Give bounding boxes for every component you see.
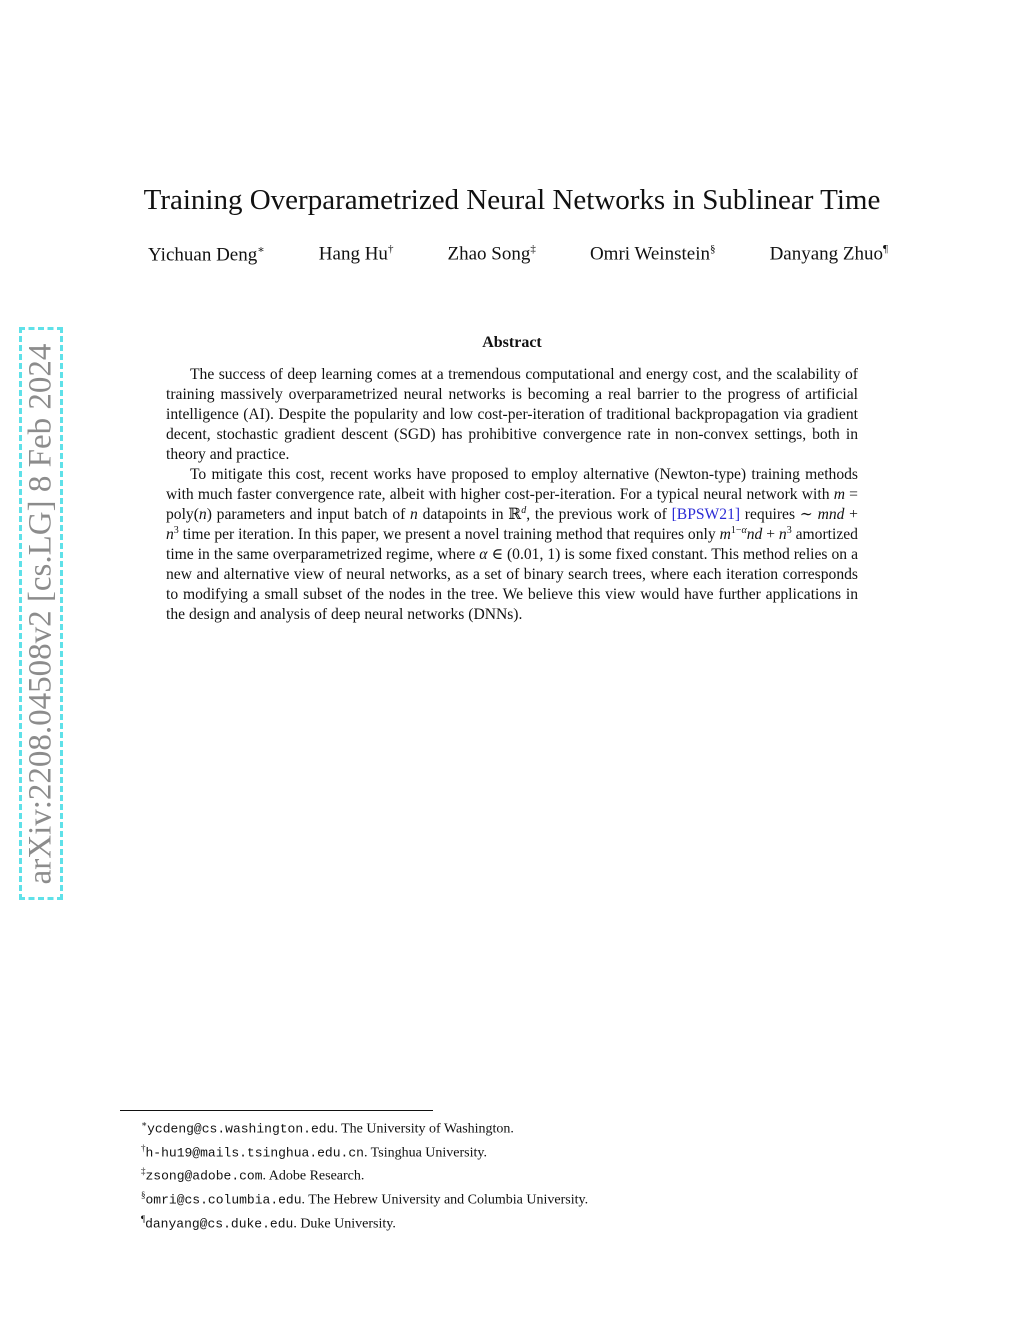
math-expression: α ∈ (0.01, 1): [479, 546, 561, 563]
arxiv-identifier-stamp: [19, 327, 63, 900]
author: Zhao Song‡: [447, 243, 536, 265]
author: Danyang Zhuo¶: [769, 243, 888, 265]
footnote: §omri@cs.columbia.edu. The Hebrew University and Columbia University.: [141, 1189, 589, 1208]
footnotes: [141, 1115, 588, 1233]
author-email[interactable]: omri@cs.columbia.edu: [145, 1192, 302, 1208]
paper-title: Training Overparametrized Neural Networks in Sublinear Time: [143, 184, 881, 216]
author-list: [148, 243, 888, 266]
author-email[interactable]: ycdeng@cs.washington.edu: [147, 1121, 335, 1137]
math-expression: ℝ$^d$: [508, 504, 527, 523]
footnote: ¶danyang@cs.duke.edu. Duke University.: [141, 1213, 396, 1232]
math-expression: ∼ mnd + $n^3$: [166, 506, 858, 543]
arxiv-stamp-text: arXiv:2208.04508v2 [cs.LG] 8 Feb 2024: [22, 343, 59, 884]
author-email[interactable]: zsong@adobe.com: [145, 1168, 263, 1184]
math-expression: m = poly(n): [166, 486, 858, 523]
footnote: ∗ycdeng@cs.washington.edu. The University of Washington.: [141, 1119, 514, 1137]
footnote: †h-hu19@mails.tsinghua.edu.cn. Tsinghua University.: [141, 1142, 488, 1161]
author: Yichuan Deng∗: [148, 244, 265, 266]
abstract-paragraph-1: The success of deep learning comes at a tremendous computational and energy cost, and the scalability of training massively overparametrized neural networks is becoming a real barrier to the progress of artificial intelligence (AI). Despite the popularity and low cost-per-iteration of traditional backpropagation via gradient decent, stochastic gradient descent (SGD) has prohibitive convergence rate in non-convex settings, both in theory and practice.: [166, 366, 858, 463]
footnote: ‡zsong@adobe.com. Adobe Research.: [141, 1166, 365, 1184]
footnote-rule: [120, 1110, 433, 1111]
math-expression: n: [410, 506, 418, 523]
author-email[interactable]: danyang@cs.duke.edu: [145, 1216, 294, 1232]
abstract-heading: Abstract: [482, 334, 542, 351]
author: Hang Hu†: [318, 243, 394, 265]
author-email[interactable]: h-hu19@mails.tsinghua.edu.cn: [145, 1145, 364, 1161]
math-expression: $m^{1-\alpha}nd + n^3$: [719, 524, 792, 543]
abstract-body: [166, 365, 858, 625]
author: Omri Weinstein§: [589, 243, 716, 265]
abstract-paragraph-2: To mitigate this cost, recent works have proposed to employ alternative (Newton-type) training methods with much faster convergence rate, albeit with higher cost-per-iteration. For a typical neural network with m = poly(n) parameters and input batch of n datapoints in ℝ$^d$, the previous work of [BPSW21] requires ∼ mnd + $n^3$ time per iteration. In this paper, we present a novel training method that requires only $m^{1-\alpha}nd + n^3$ amortized time in the same overparametrized regime, where α ∈ (0.01, 1) is some fixed constant. This method relies on a new and alternative view of neural networks, as a set of binary search trees, where each iteration corresponds to modifying a small subset of the nodes in the tree. We believe this view would have further applications in the design and analysis of deep neural networks (DNNs).: [166, 466, 858, 623]
citation-link-bpsw21[interactable]: [BPSW21]: [671, 506, 741, 523]
